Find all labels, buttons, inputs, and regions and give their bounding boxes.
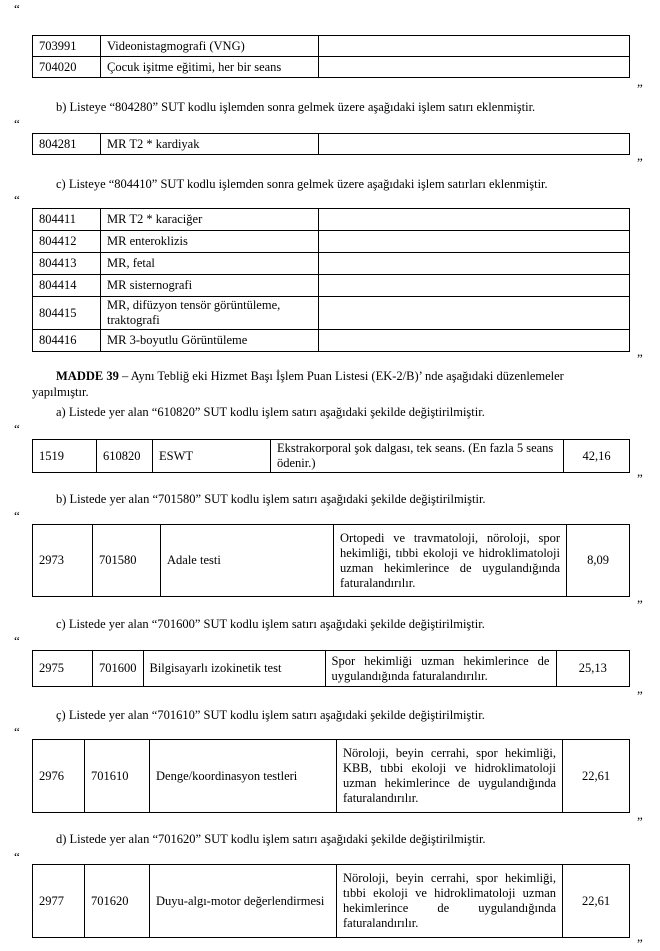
name-cell: MR 3-boyutlu Görüntüleme — [101, 330, 319, 352]
table-row — [33, 209, 630, 231]
table-701610 — [32, 739, 630, 813]
code-cell: 704020 — [33, 57, 101, 78]
paragraph-d2: d) Listede yer alan “701620” SUT kodlu işlem satırı aşağıdaki şekilde değiştirilmiştir. — [56, 832, 486, 846]
paragraph-b1: b) Listeye “804280” SUT kodlu işlemden sonra gelmek üzere aşağıdaki işlem satırı eklenmiştir. — [56, 100, 536, 114]
quote-open: “ — [14, 633, 20, 648]
quote-close: ” — [637, 155, 643, 170]
table-row — [33, 36, 630, 57]
quote-open: “ — [14, 1, 20, 16]
table-row — [33, 231, 630, 253]
puan-cell: 25,13 — [556, 651, 630, 687]
table-row — [33, 57, 630, 78]
table-703991 — [32, 35, 630, 78]
no-cell: 2976 — [33, 740, 85, 813]
table-row — [33, 651, 630, 687]
name-cell: Çocuk işitme eğitimi, her bir seans — [101, 57, 319, 78]
desc-cell: Spor hekimliği uzman hekimlerince de uygulandığında faturalandırılır. — [325, 651, 556, 687]
quote-close: ” — [637, 814, 643, 829]
code-cell: 804281 — [33, 134, 101, 155]
empty-cell — [319, 297, 630, 330]
name-cell: MR T2 * kardiyak — [101, 134, 319, 155]
no-cell: 1519 — [33, 440, 97, 473]
empty-cell — [319, 253, 630, 275]
table-804281 — [32, 133, 630, 155]
madde-text: – Aynı Tebliğ eki Hizmet Başı İşlem Puan Listesi (EK-2/B)’ nde aşağıdaki düzenlemeler — [118, 369, 564, 383]
table-row — [33, 440, 630, 473]
code-cell: 804414 — [33, 275, 101, 297]
table-row — [33, 134, 630, 155]
quote-open: “ — [14, 724, 20, 739]
table-row — [33, 275, 630, 297]
name-cell: Duyu-algı-motor değerlendirmesi — [150, 865, 337, 938]
name-cell: Bilgisayarlı izokinetik test — [143, 651, 325, 687]
table-701620 — [32, 864, 630, 938]
puan-cell: 42,16 — [564, 440, 630, 473]
madde-title: MADDE 39 — [56, 369, 119, 383]
madde-text-cont: yapılmıştır. — [32, 385, 89, 399]
desc-cell: Ortopedi ve travmatoloji, nöroloji, spor hekimliği, tıbbi ekoloji ve hidroklimatoloji uzman hekimlerince de uygulandığında faturalandırılır. — [334, 525, 567, 597]
name-cell: MR sisternografi — [101, 275, 319, 297]
quote-open: “ — [14, 116, 20, 131]
code-cell: 701580 — [93, 525, 161, 597]
quote-open: “ — [14, 421, 20, 436]
desc-cell: Ekstrakorporal şok dalgası, tek seans. (En fazla 5 seans ödenir.) — [271, 440, 564, 473]
quote-close: ” — [637, 81, 643, 96]
name-cell: MR T2 * karaciğer — [101, 209, 319, 231]
code-cell: 804413 — [33, 253, 101, 275]
paragraph-cc2: ç) Listede yer alan “701610” SUT kodlu işlem satırı aşağıdaki şekilde değiştirilmiştir. — [56, 708, 485, 722]
madde-heading — [56, 369, 564, 384]
name-cell: ESWT — [153, 440, 271, 473]
table-row — [33, 253, 630, 275]
empty-cell — [319, 275, 630, 297]
code-cell: 701620 — [85, 865, 150, 938]
paragraph-c1: c) Listeye “804410” SUT kodlu işlemden sonra gelmek üzere aşağıdaki işlem satırları eklenmiştir. — [56, 177, 548, 191]
empty-cell — [319, 209, 630, 231]
puan-cell: 8,09 — [567, 525, 630, 597]
table-804411 — [32, 208, 630, 352]
quote-open: “ — [14, 508, 20, 523]
quote-close: ” — [637, 688, 643, 703]
code-cell: 701610 — [85, 740, 150, 813]
table-701600 — [32, 650, 630, 687]
empty-cell — [319, 330, 630, 352]
empty-cell — [319, 36, 630, 57]
no-cell: 2975 — [33, 651, 93, 687]
name-cell: Videonistagmografi (VNG) — [101, 36, 319, 57]
puan-cell: 22,61 — [563, 865, 630, 938]
code-cell: 804416 — [33, 330, 101, 352]
quote-close: ” — [637, 597, 643, 612]
empty-cell — [319, 134, 630, 155]
name-cell: Denge/koordinasyon testleri — [150, 740, 337, 813]
code-cell: 804412 — [33, 231, 101, 253]
code-cell: 610820 — [97, 440, 153, 473]
quote-close: ” — [637, 936, 643, 951]
puan-cell: 22,61 — [563, 740, 630, 813]
quote-close: ” — [637, 351, 643, 366]
paragraph-a2: a) Listede yer alan “610820” SUT kodlu işlem satırı aşağıdaki şekilde değiştirilmiştir. — [56, 405, 485, 419]
paragraph-c2: c) Listede yer alan “701600” SUT kodlu işlem satırı aşağıdaki şekilde değiştirilmiştir. — [56, 617, 485, 631]
quote-open: “ — [14, 849, 20, 864]
code-cell: 804415 — [33, 297, 101, 330]
name-cell: MR enteroklizis — [101, 231, 319, 253]
no-cell: 2977 — [33, 865, 85, 938]
desc-cell: Nöroloji, beyin cerrahi, spor hekimliği, KBB, tıbbi ekoloji ve hidroklimatoloji uzman hekimlerince de uygulandığında faturalandırılır. — [337, 740, 563, 813]
table-701580 — [32, 524, 630, 597]
paragraph-b2: b) Listede yer alan “701580” SUT kodlu işlem satırı aşağıdaki şekilde değiştirilmiştir. — [56, 492, 486, 506]
name-cell: Adale testi — [161, 525, 334, 597]
name-cell: MR, fetal — [101, 253, 319, 275]
quote-open: “ — [14, 192, 20, 207]
desc-cell: Nöroloji, beyin cerrahi, spor hekimliği, tıbbi ekoloji ve hidroklimatoloji uzman hekimlerince de uygulandığında faturalandırılır. — [337, 865, 563, 938]
table-row — [33, 297, 630, 330]
name-cell: MR, difüzyon tensör görüntüleme, traktografi — [101, 297, 319, 330]
table-row — [33, 330, 630, 352]
table-row — [33, 525, 630, 597]
empty-cell — [319, 57, 630, 78]
table-610820 — [32, 439, 630, 473]
quote-close: ” — [637, 471, 643, 486]
code-cell: 804411 — [33, 209, 101, 231]
empty-cell — [319, 231, 630, 253]
no-cell: 2973 — [33, 525, 93, 597]
table-row — [33, 740, 630, 813]
code-cell: 701600 — [93, 651, 144, 687]
code-cell: 703991 — [33, 36, 101, 57]
table-row — [33, 865, 630, 938]
